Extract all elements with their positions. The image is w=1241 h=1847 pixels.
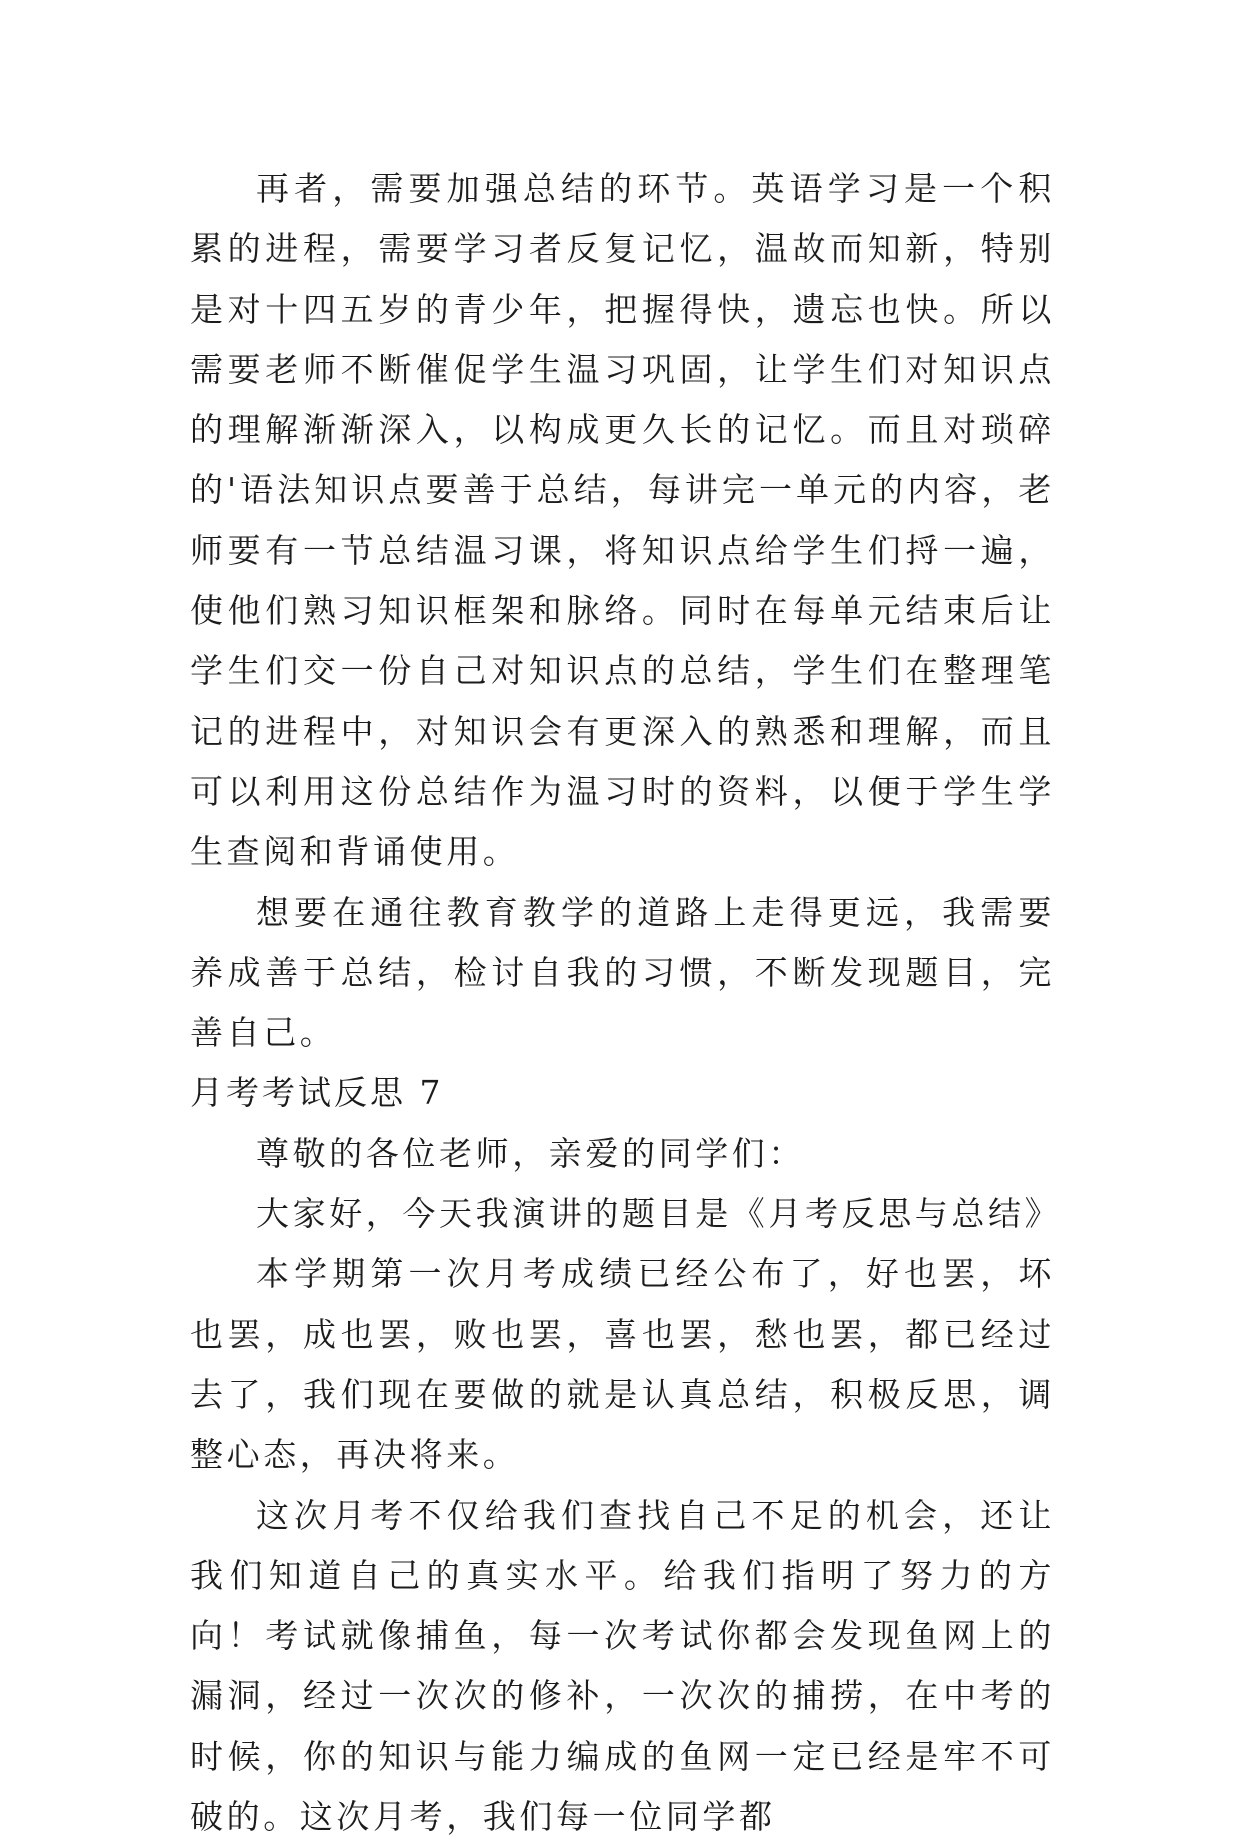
document-body <box>190 159 1062 1847</box>
paragraph-fishing-metaphor: 这次月考不仅给我们查找自己不足的机会，还让我们知道自己的真实水平。给我们指明了努力的方向！考试就像捕鱼，每一次考试你都会发现鱼网上的漏洞，经过一次次的修补，一次次的捕捞，在中考的时候，你的知识与能力编成的鱼网一定已经是牢不可破的。这次月考，我们每一位同学都 <box>190 1495 1055 1837</box>
paragraph-self-reflection: 想要在通往教育教学的道路上走得更远，我需要养成善于总结，检讨自我的习惯，不断发现题目，完善自己。 <box>190 892 1055 1053</box>
section-heading: 月考考试反思 7 <box>190 1073 444 1113</box>
paragraph-summary-link: 再者，需要加强总结的环节。英语学习是一个积累的进程，需要学习者反复记忆，温故而知新，特别是对十四五岁的青少年，把握得快，遗忘也快。所以需要老师不断催促学生温习巩固，让学生们对知识点的理解渐渐深入，以构成更久长的记忆。而且对琐碎的'语法知识点要善于总结，每讲完一单元的内容，老师要有一节总结温习课，将知识点给学生们捋一遍，使他们熟习知识框架和脉络。同时在每单元结束后让学生们交一份自己对知识点的总结，学生们在整理笔记的进程中，对知识会有更深入的熟悉和理解，而且可以利用这份总结作为温习时的资料，以便于学生学生查阅和背诵使用。 <box>190 169 1055 872</box>
paragraph-greeting: 尊敬的各位老师，亲爱的同学们： <box>256 1133 805 1173</box>
paragraph-exam-results: 本学期第一次月考成绩已经公布了，好也罢，坏也罢，成也罢，败也罢，喜也罢，愁也罢，都已经过去了，我们现在要做的就是认真总结，积极反思，调整心态，再决将来。 <box>190 1254 1055 1475</box>
paragraph-speech-title: 大家好，今天我演讲的题目是《月考反思与总结》 <box>256 1194 1062 1234</box>
